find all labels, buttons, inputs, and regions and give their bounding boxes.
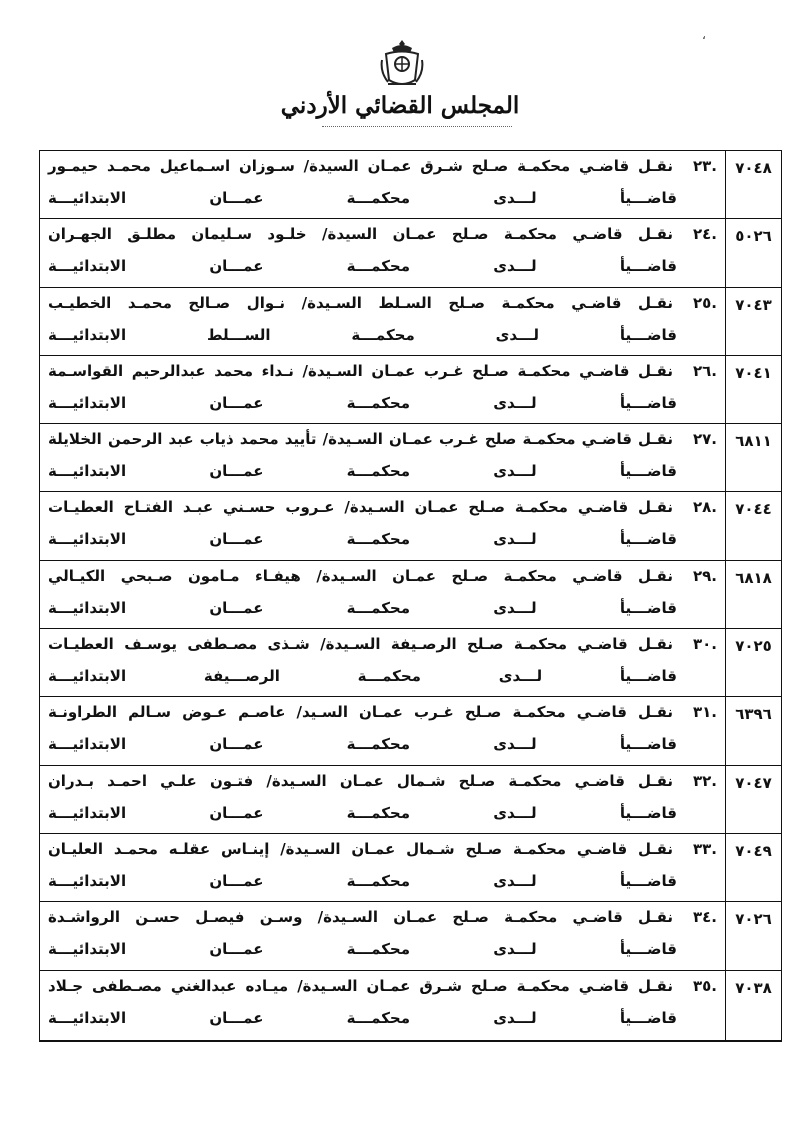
transfer-text: نقـل قاضـي محكمـة صـلح عمـان السيدة/ خلـود سـليمان مطلـق الجهـران xyxy=(48,225,673,244)
sequence-number: .٣٣ xyxy=(692,839,717,858)
row-content xyxy=(40,629,725,696)
judge-number: ٧٠٤٨ xyxy=(725,151,781,218)
row-content xyxy=(40,902,725,969)
scan-mark: ، xyxy=(702,28,706,42)
judge-number: ٧٠٤٣ xyxy=(725,288,781,355)
row-content xyxy=(40,697,725,764)
transfer-text: نقـل قاضـي محكمـة صـلح غـرب عمـان السـيد/ عاصـم عـوض سـالم الطراونـة xyxy=(48,703,673,722)
row-content xyxy=(40,971,725,1041)
table-row xyxy=(40,629,781,697)
transfer-text: نقـل قاضـي محكمـة صـلح شـرق عمـان السـيدة/ ميـاده عبدالغني مصـطفى جـلاد xyxy=(48,976,673,995)
appointment-text: قاضـــيأ لـــدى محكمـــة عمـــان الابتدائيـــة xyxy=(48,940,677,959)
sequence-number: .٣٠ xyxy=(692,635,717,654)
judge-number: ٧٠٣٨ xyxy=(725,971,781,1041)
sequence-number: .٣٥ xyxy=(692,976,717,995)
table-row xyxy=(40,151,781,219)
appointment-text: قاضـــيأ لـــدى محكمـــة عمـــان الابتدائيـــة xyxy=(48,1008,677,1027)
row-content xyxy=(40,288,725,355)
table-row xyxy=(40,902,781,970)
judge-number: ٧٠٤١ xyxy=(725,356,781,423)
sequence-number: .٢٧ xyxy=(692,430,717,449)
appointment-text: قاضـــيأ لـــدى محكمـــة عمـــان الابتدائيـــة xyxy=(48,462,677,481)
judge-number: ٧٠٤٧ xyxy=(725,766,781,833)
appointment-text: قاضـــيأ لـــدى محكمـــة الســـلط الابتدائيـــة xyxy=(48,325,677,344)
transfer-text: نقـل قاضـي محكمـة صـلح شـرق عمـان السيدة/ سـوزان اسـماعيل محمـد حيمـور xyxy=(48,157,673,175)
row-content xyxy=(40,219,725,286)
row-content xyxy=(40,834,725,901)
table-row xyxy=(40,424,781,492)
transfer-text: نقـل قاضـي محكمـة صـلح غـرب عمـان السـيدة/ نـداء محمد عبدالرحيم القواسـمة xyxy=(48,361,673,380)
sequence-number: .٢٦ xyxy=(692,361,717,380)
sequence-number: .٢٩ xyxy=(692,566,717,585)
judge-number: ٥٠٢٦ xyxy=(725,219,781,286)
row-content xyxy=(40,151,725,218)
row-content xyxy=(40,356,725,423)
judge-number: ٧٠٢٥ xyxy=(725,629,781,696)
transfer-text: نقـل قاضـي محكمـة صـلح الرصـيفة السـيدة/ شـذى مصـطفى يوسـف العطيـات xyxy=(48,635,673,654)
table-row xyxy=(40,492,781,560)
appointment-text: قاضـــيأ لـــدى محكمـــة عمـــان الابتدائيـــة xyxy=(48,257,677,276)
appointment-text: قاضـــيأ لـــدى محكمـــة عمـــان الابتدائيـــة xyxy=(48,530,677,549)
transfer-text: نقـل قاضـي محكمـة صـلح عمـان السـيدة/ هيفـاء مـامون صـبحي الكيـالي xyxy=(48,566,673,585)
row-content xyxy=(40,492,725,559)
letterhead xyxy=(0,28,796,140)
row-content xyxy=(40,424,725,491)
appointment-text: قاضـــيأ لـــدى محكمـــة عمـــان الابتدائيـــة xyxy=(48,803,677,822)
royal-crest-icon xyxy=(380,38,424,88)
judge-number: ٦٣٩٦ xyxy=(725,697,781,764)
letterhead-underline xyxy=(322,126,512,131)
sequence-number: .٢٤ xyxy=(692,225,717,244)
decisions-table xyxy=(39,150,782,1042)
appointment-text: قاضـــيأ لـــدى محكمـــة عمـــان الابتدائيـــة xyxy=(48,871,677,890)
judge-number: ٦٨١٨ xyxy=(725,561,781,628)
transfer-text: نقـل قاضـي محكمـة صلح غـرب عمـان السـيدة/ تأييد محمد ذياب عبد الرحمن الخلايلة xyxy=(48,430,673,449)
row-content xyxy=(40,766,725,833)
row-content xyxy=(40,561,725,628)
sequence-number: .٣٤ xyxy=(692,908,717,927)
sequence-number: .٢٨ xyxy=(692,498,717,517)
appointment-text: قاضـــيأ لـــدى محكمـــة عمـــان الابتدائيـــة xyxy=(48,189,677,207)
transfer-text: نقـل قاضـي محكمـة صـلح شـمال عمـان السـيدة/ فتـون علـي احمـد بـدران xyxy=(48,771,673,790)
table-row xyxy=(40,561,781,629)
table-row xyxy=(40,219,781,287)
judge-number: ٧٠٤٩ xyxy=(725,834,781,901)
table-row xyxy=(40,697,781,765)
sequence-number: .٣٢ xyxy=(692,771,717,790)
table-row xyxy=(40,971,781,1041)
transfer-text: نقـل قاضـي محكمـة صـلح السـلط السـيدة/ نـوال صـالح محمـد الخطيـب xyxy=(48,293,673,312)
appointment-text: قاضـــيأ لـــدى محكمـــة عمـــان الابتدائيـــة xyxy=(48,393,677,412)
judge-number: ٧٠٤٤ xyxy=(725,492,781,559)
sequence-number: .٢٣ xyxy=(692,157,717,175)
council-name: المجلس القضائي الأردني xyxy=(280,92,520,119)
transfer-text: نقـل قاضـي محكمـة صـلح شـمال عمـان السـيدة/ إينـاس عقلـه محمـد العليـان xyxy=(48,839,673,858)
sequence-number: .٢٥ xyxy=(692,293,717,312)
table-row xyxy=(40,288,781,356)
transfer-text: نقـل قاضـي محكمـة صـلح عمـان السـيدة/ عـروب حسـني عبـد الفتـاح العطيـات xyxy=(48,498,673,517)
table-row xyxy=(40,356,781,424)
transfer-text: نقـل قاضـي محكمـة صـلح عمـان السـيدة/ وسـن فيصـل حسـن الرواشـدة xyxy=(48,908,673,927)
table-row xyxy=(40,766,781,834)
judge-number: ٦٨١١ xyxy=(725,424,781,491)
appointment-text: قاضـــيأ لـــدى محكمـــة عمـــان الابتدائيـــة xyxy=(48,735,677,754)
appointment-text: قاضـــيأ لـــدى محكمـــة الرصـــيفة الابتدائيـــة xyxy=(48,667,677,686)
sequence-number: .٣١ xyxy=(692,703,717,722)
appointment-text: قاضـــيأ لـــدى محكمـــة عمـــان الابتدائيـــة xyxy=(48,598,677,617)
judge-number: ٧٠٢٦ xyxy=(725,902,781,969)
table-row xyxy=(40,834,781,902)
